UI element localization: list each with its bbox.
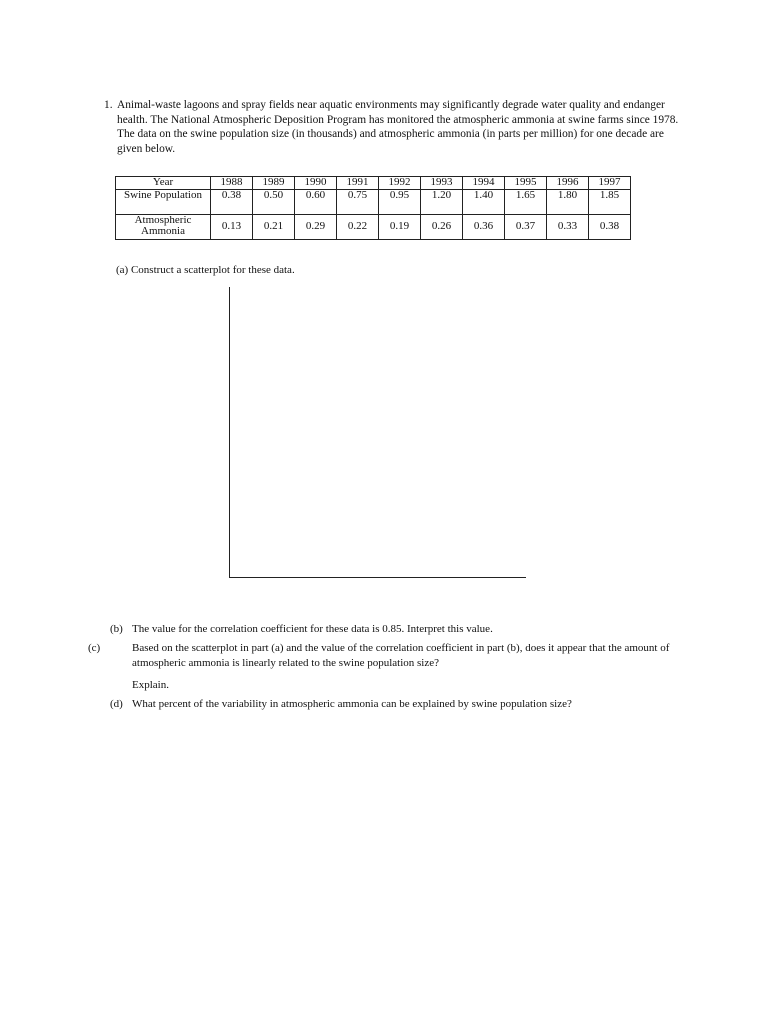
table-row-year [116, 177, 631, 190]
part-b-label: (b) [110, 623, 123, 635]
row-label-ammonia: Atmospheric Ammonia [116, 214, 211, 239]
ammonia-cell: 0.36 [463, 214, 505, 239]
part-b-text: The value for the correlation coefficient for these data is 0.85. Interpret this value. [132, 623, 493, 635]
year-cell: 1992 [379, 177, 421, 190]
year-cell: 1988 [211, 177, 253, 190]
part-c-explain: Explain. [132, 679, 169, 691]
swine-cell: 1.85 [589, 189, 631, 214]
swine-cell: 0.38 [211, 189, 253, 214]
part-d-label: (d) [110, 698, 123, 710]
table-row-swine [116, 189, 631, 214]
data-table [115, 176, 631, 240]
swine-cell: 0.60 [295, 189, 337, 214]
part-c [88, 641, 670, 671]
question-number: 1. [104, 99, 113, 111]
question-1 [104, 98, 684, 156]
year-cell: 1997 [589, 177, 631, 190]
part-d-text: What percent of the variability in atmospheric ammonia can be explained by swine population size? [132, 698, 572, 710]
ammonia-cell: 0.33 [547, 214, 589, 239]
scatterplot-x-axis [229, 577, 526, 578]
part-b [110, 622, 493, 637]
ammonia-cell: 0.29 [295, 214, 337, 239]
part-a [116, 263, 295, 278]
year-cell: 1991 [337, 177, 379, 190]
swine-cell: 0.75 [337, 189, 379, 214]
year-cell: 1995 [505, 177, 547, 190]
ammonia-cell: 0.26 [421, 214, 463, 239]
row-label-swine: Swine Population [116, 189, 211, 214]
swine-cell: 1.65 [505, 189, 547, 214]
year-cell: 1996 [547, 177, 589, 190]
swine-cell: 0.50 [253, 189, 295, 214]
ammonia-cell: 0.21 [253, 214, 295, 239]
part-d [110, 697, 572, 712]
part-c-text: Based on the scatterplot in part (a) and the value of the correlation coefficient in part (b), does it appear that the amount of atmospheric ammonia is linearly related to the swine population size? [132, 642, 670, 669]
year-cell: 1989 [253, 177, 295, 190]
scatterplot-y-axis [229, 287, 230, 578]
ammonia-cell: 0.37 [505, 214, 547, 239]
swine-cell: 1.40 [463, 189, 505, 214]
part-c-label: (c) [88, 642, 101, 654]
swine-cell: 1.20 [421, 189, 463, 214]
ammonia-cell: 0.38 [589, 214, 631, 239]
ammonia-cell: 0.22 [337, 214, 379, 239]
part-a-label: (a) [116, 264, 129, 276]
ammonia-cell: 0.13 [211, 214, 253, 239]
part-a-text: Construct a scatterplot for these data. [130, 264, 295, 276]
year-cell: 1994 [463, 177, 505, 190]
question-text: Animal-waste lagoons and spray fields near aquatic environments may significantly degrade water quality and endanger health. The National Atmospheric Deposition Program has monitored the atmospheric ammonia at swine farms since 1978. The data on the swine population size (in thousands) and atmospheric ammonia (in parts per million) for one decade are given below. [117, 99, 679, 155]
ammonia-cell: 0.19 [379, 214, 421, 239]
table-row-ammonia [116, 214, 631, 239]
year-cell: 1990 [295, 177, 337, 190]
year-cell: 1993 [421, 177, 463, 190]
swine-cell: 0.95 [379, 189, 421, 214]
row-label-year: Year [116, 177, 211, 190]
swine-cell: 1.80 [547, 189, 589, 214]
